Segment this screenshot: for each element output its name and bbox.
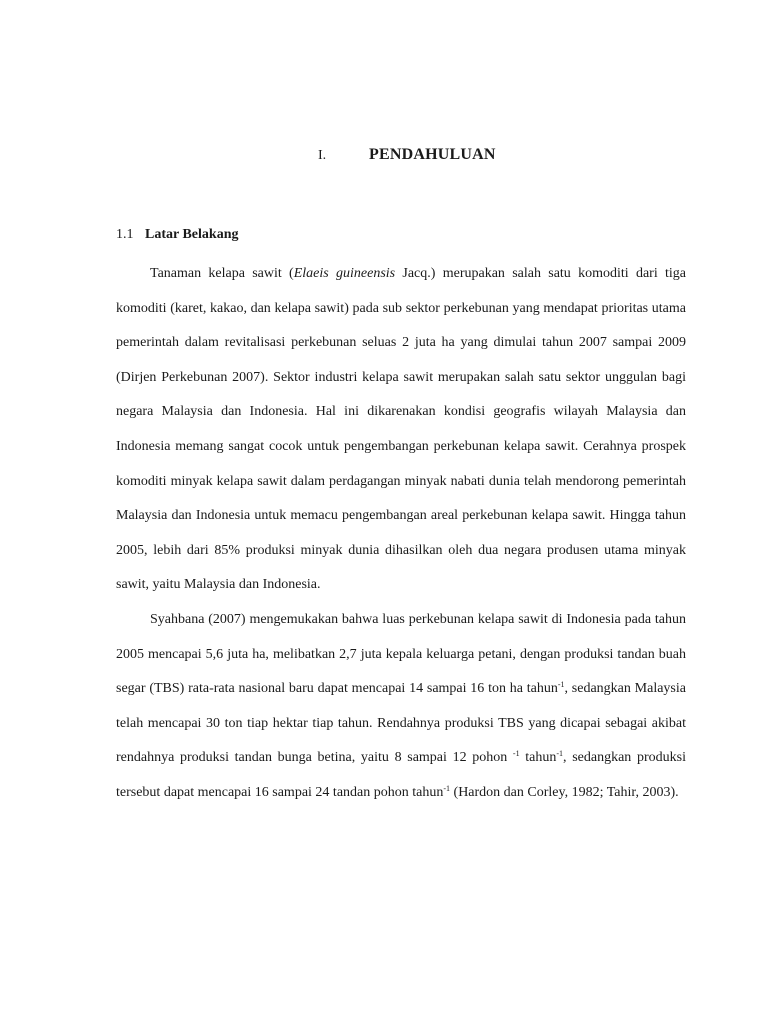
- superscript-3: -1: [556, 749, 564, 759]
- chapter-number: I.: [318, 148, 327, 163]
- body-text: [116, 257, 686, 811]
- superscript-2: -1: [512, 749, 520, 759]
- paragraph-1: [116, 257, 686, 603]
- p2-text-b: , sedangkan Malaysia telah mencapai 30 ton tiap hektar tiap tahun. Rendahnya produksi TBS yang dicapai sebagai akibat rendahnya produksi tandan bunga betina, yaitu 8 sampai 12 pohon: [116, 681, 686, 766]
- species-name: Elaeis guineensis: [293, 266, 396, 281]
- p2-text-d: , sedangkan produksi tersebut dapat mencapai 16 sampai 24 tandan pohon tahun: [116, 750, 686, 800]
- section-heading: [116, 227, 238, 243]
- p2-text-e: (Hardon dan Corley, 1982; Tahir, 2003).: [450, 784, 679, 800]
- chapter-heading: [0, 146, 768, 170]
- p2-text-c: tahun: [519, 750, 557, 766]
- chapter-title: PENDAHULUAN: [369, 146, 496, 163]
- section-title: Latar Belakang: [145, 227, 239, 242]
- p2-text-a: Syahbana (2007) mengemukakan bahwa luas perkebunan kelapa sawit di Indonesia pada tahun 2005 mencapai 5,6 juta ha, melibatkan 2,7 juta kepala keluarga petani, dengan produksi tandan buah segar (TBS) rata-rata nasional baru dapat mencapai 14 sampai 16 ton ha tahun: [116, 611, 686, 697]
- superscript-1: -1: [557, 680, 565, 690]
- p1-text-a: Tanaman kelapa sawit (: [150, 266, 294, 281]
- superscript-4: -1: [443, 783, 451, 793]
- section-number: 1.1: [116, 227, 134, 242]
- paragraph-2: [116, 603, 686, 811]
- p1-text-b: Jacq.) merupakan salah satu komoditi dari tiga komoditi (karet, kakao, dan kelapa sawit) pada sub sektor perkebunan yang mendapat prioritas utama pemerintah dalam revitalisasi perkebunan seluas 2 juta ha yang dimulai tahun 2007 sampai 2009 (Dirjen Perkebunan 2007). Sektor industri kelapa sawit merupakan salah satu sektor unggulan bagi negara Malaysia dan Indonesia. Hal ini dikarenakan kondisi geografis wilayah Malaysia dan Indonesia memang sangat cocok untuk pengembangan perkebunan kelapa sawit. Cerahnya prospek komoditi minyak kelapa sawit dalam perdagangan minyak nabati dunia telah mendorong pemerintah Malaysia dan Indonesia untuk memacu pengembangan areal perkebunan kelapa sawit. Hingga tahun 2005, lebih dari 85% produksi minyak dunia dihasilkan oleh dua negara produsen utama minyak sawit, yaitu Malaysia dan Indonesia.: [116, 266, 686, 593]
